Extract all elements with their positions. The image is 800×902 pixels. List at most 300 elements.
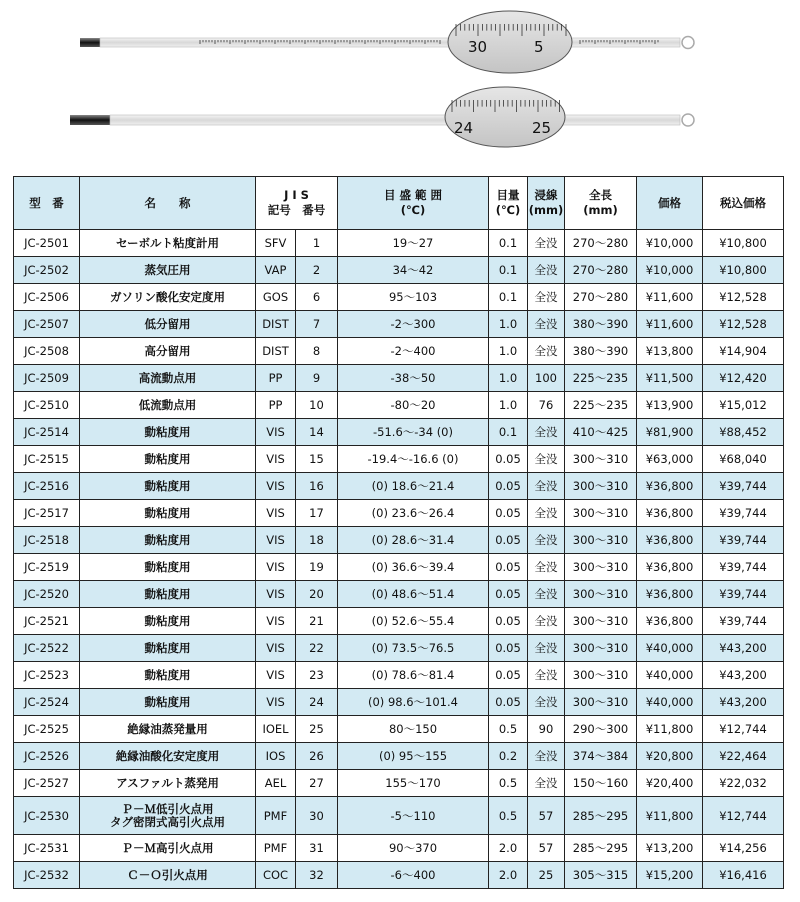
cell-tax-price: ¥12,744 (703, 797, 784, 835)
cell-name-line: 動粘度用 (144, 560, 191, 574)
cell-price: ¥20,800 (637, 743, 703, 770)
cell-price: ¥36,800 (637, 581, 703, 608)
table-row (14, 230, 784, 257)
cell-price: ¥20,400 (637, 770, 703, 797)
cell-range: (0) 78.6～81.4 (338, 662, 489, 689)
cell-jis-number: 21 (296, 608, 338, 635)
header-model: 型 番 (14, 177, 80, 230)
cell-tax-price: ¥43,200 (703, 689, 784, 716)
cell-model: JC-2530 (14, 797, 80, 835)
cell-immersion: 全没 (528, 257, 565, 284)
cell-division: 1.0 (489, 392, 528, 419)
cell-immersion: 全没 (528, 446, 565, 473)
cell-tax-price: ¥39,744 (703, 473, 784, 500)
cell-length: 225～235 (565, 392, 637, 419)
cell-name (80, 770, 256, 797)
cell-name (80, 230, 256, 257)
cell-range: -51.6～-34 (0) (338, 419, 489, 446)
table-row (14, 797, 784, 835)
cell-jis-symbol: DIST (256, 311, 296, 338)
cell-immersion: 100 (528, 365, 565, 392)
cell-tax-price: ¥43,200 (703, 635, 784, 662)
cell-immersion: 全没 (528, 311, 565, 338)
cell-jis-number: 2 (296, 257, 338, 284)
header-price: 価格 (637, 177, 703, 230)
table-header-row (14, 177, 784, 230)
cell-tax-price: ¥12,528 (703, 284, 784, 311)
cell-division: 0.1 (489, 230, 528, 257)
header-length-bottom: (mm) (583, 203, 618, 217)
cell-name (80, 419, 256, 446)
cell-model: JC-2519 (14, 554, 80, 581)
cell-name (80, 365, 256, 392)
header-jis-bottom: 記号 番号 (267, 203, 326, 217)
cell-price: ¥36,800 (637, 500, 703, 527)
cell-price: ¥13,800 (637, 338, 703, 365)
cell-name-line: Ｐ－Ｍ低引火点用 (121, 801, 214, 816)
cell-immersion: 全没 (528, 230, 565, 257)
cell-division: 0.5 (489, 770, 528, 797)
cell-jis-number: 32 (296, 862, 338, 889)
magnifier-top (448, 11, 572, 73)
cell-jis-number: 25 (296, 716, 338, 743)
cell-length: 300～310 (565, 662, 637, 689)
table-row (14, 689, 784, 716)
cell-length: 410～425 (565, 419, 637, 446)
cell-name (80, 527, 256, 554)
thermometer-stem-top (100, 38, 680, 47)
cell-name-line: 動粘度用 (144, 587, 191, 601)
cell-price: ¥36,800 (637, 608, 703, 635)
cell-tax-price: ¥39,744 (703, 581, 784, 608)
cell-length: 150～160 (565, 770, 637, 797)
cell-tax-price: ¥10,800 (703, 230, 784, 257)
cell-jis-symbol: IOS (256, 743, 296, 770)
cell-division: 2.0 (489, 862, 528, 889)
cell-name-line: アスファルト蒸発用 (116, 776, 219, 790)
cell-division: 0.05 (489, 527, 528, 554)
cell-length: 380～390 (565, 311, 637, 338)
cell-model: JC-2524 (14, 689, 80, 716)
cell-range: (0) 95～155 (338, 743, 489, 770)
cell-length: 374～384 (565, 743, 637, 770)
header-range-top: 目 盛 範 囲 (383, 188, 442, 202)
cell-division: 0.5 (489, 797, 528, 835)
cell-jis-number: 24 (296, 689, 338, 716)
table-row (14, 635, 784, 662)
header-range (338, 177, 489, 230)
thermometer-illustration (0, 0, 800, 174)
table-row (14, 770, 784, 797)
cell-jis-symbol: IOEL (256, 716, 296, 743)
cell-immersion: 全没 (528, 662, 565, 689)
cell-name (80, 473, 256, 500)
cell-jis-symbol: VIS (256, 635, 296, 662)
cell-immersion: 全没 (528, 473, 565, 500)
cell-jis-symbol: VIS (256, 473, 296, 500)
cell-range: -38～50 (338, 365, 489, 392)
cell-division: 0.1 (489, 419, 528, 446)
cell-name (80, 284, 256, 311)
cell-length: 300～310 (565, 581, 637, 608)
header-jis-top: J I S (284, 188, 309, 202)
cell-range: -19.4～-16.6 (0) (338, 446, 489, 473)
cell-division: 1.0 (489, 338, 528, 365)
header-length (565, 177, 637, 230)
cell-jis-symbol: VIS (256, 500, 296, 527)
cell-model: JC-2510 (14, 392, 80, 419)
table-row (14, 662, 784, 689)
magnifier-bottom (445, 87, 565, 147)
cell-model: JC-2509 (14, 365, 80, 392)
cell-tax-price: ¥68,040 (703, 446, 784, 473)
cell-division: 0.05 (489, 473, 528, 500)
cell-tax-price: ¥12,744 (703, 716, 784, 743)
cell-model: JC-2515 (14, 446, 80, 473)
cell-tax-price: ¥14,256 (703, 835, 784, 862)
cell-tax-price: ¥15,012 (703, 392, 784, 419)
cell-range: (0) 48.6～51.4 (338, 581, 489, 608)
cell-range: (0) 23.6～26.4 (338, 500, 489, 527)
cell-price: ¥11,800 (637, 797, 703, 835)
cell-tax-price: ¥39,744 (703, 527, 784, 554)
table-row (14, 311, 784, 338)
cell-immersion: 全没 (528, 554, 565, 581)
cell-price: ¥10,000 (637, 230, 703, 257)
cell-range: (0) 73.5～76.5 (338, 635, 489, 662)
cell-price: ¥36,800 (637, 473, 703, 500)
cell-model: JC-2523 (14, 662, 80, 689)
cell-name-line: 動粘度用 (144, 668, 191, 682)
cell-jis-symbol: VIS (256, 608, 296, 635)
table-row (14, 527, 784, 554)
zoom-label-top-right: 5 (534, 38, 544, 56)
cell-tax-price: ¥10,800 (703, 257, 784, 284)
cell-name-line: 高分留用 (144, 344, 191, 358)
cell-jis-number: 7 (296, 311, 338, 338)
cell-model: JC-2531 (14, 835, 80, 862)
cell-name-line: 動粘度用 (144, 614, 191, 628)
cell-jis-symbol: PP (256, 365, 296, 392)
cell-jis-number: 19 (296, 554, 338, 581)
cell-name (80, 608, 256, 635)
cell-name-line: 動粘度用 (144, 641, 191, 655)
table-row (14, 338, 784, 365)
cell-range: (0) 28.6～31.4 (338, 527, 489, 554)
cell-range: 95～103 (338, 284, 489, 311)
cell-name-line: 絶縁油蒸発量用 (127, 722, 208, 736)
cell-name (80, 338, 256, 365)
cell-price: ¥63,000 (637, 446, 703, 473)
cell-division: 1.0 (489, 311, 528, 338)
cell-immersion: 全没 (528, 743, 565, 770)
thermometer-images (0, 0, 800, 174)
cell-name-line: 動粘度用 (144, 452, 191, 466)
cell-model: JC-2522 (14, 635, 80, 662)
cell-jis-number: 20 (296, 581, 338, 608)
cell-division: 0.05 (489, 689, 528, 716)
zoom-label-bottom-right: 25 (532, 119, 552, 137)
header-division-bottom: (℃) (495, 203, 521, 217)
cell-division: 0.1 (489, 257, 528, 284)
header-tax-price: 税込価格 (703, 177, 784, 230)
cell-range: (0) 52.6～55.4 (338, 608, 489, 635)
cell-jis-number: 16 (296, 473, 338, 500)
cell-name (80, 716, 256, 743)
cell-name (80, 500, 256, 527)
cell-range: 34～42 (338, 257, 489, 284)
cell-price: ¥40,000 (637, 635, 703, 662)
cell-price: ¥11,500 (637, 365, 703, 392)
cell-jis-number: 23 (296, 662, 338, 689)
table-row (14, 257, 784, 284)
cell-length: 300～310 (565, 473, 637, 500)
cell-price: ¥81,900 (637, 419, 703, 446)
cell-jis-number: 27 (296, 770, 338, 797)
cell-range: 19～27 (338, 230, 489, 257)
cell-immersion: 全没 (528, 527, 565, 554)
header-jis (256, 177, 338, 230)
cell-tax-price: ¥22,464 (703, 743, 784, 770)
cell-immersion: 57 (528, 797, 565, 835)
cell-name (80, 554, 256, 581)
cell-jis-number: 22 (296, 635, 338, 662)
cell-jis-symbol: SFV (256, 230, 296, 257)
cell-tax-price: ¥39,744 (703, 608, 784, 635)
cell-model: JC-2525 (14, 716, 80, 743)
zoom-label-bottom-left: 24 (454, 119, 474, 137)
cell-range: 155～170 (338, 770, 489, 797)
cell-range: -6～400 (338, 862, 489, 889)
cell-name (80, 635, 256, 662)
cell-price: ¥36,800 (637, 554, 703, 581)
cell-length: 270～280 (565, 230, 637, 257)
cell-name (80, 743, 256, 770)
cell-name (80, 257, 256, 284)
cell-division: 1.0 (489, 365, 528, 392)
cell-jis-symbol: VIS (256, 527, 296, 554)
table-row (14, 446, 784, 473)
header-name: 名 称 (80, 177, 256, 230)
cell-range: -5～110 (338, 797, 489, 835)
cell-jis-number: 17 (296, 500, 338, 527)
cell-tax-price: ¥22,032 (703, 770, 784, 797)
cell-model: JC-2508 (14, 338, 80, 365)
cell-division: 0.05 (489, 500, 528, 527)
cell-model: JC-2517 (14, 500, 80, 527)
cell-length: 380～390 (565, 338, 637, 365)
cell-jis-number: 30 (296, 797, 338, 835)
cell-range: (0) 36.6～39.4 (338, 554, 489, 581)
cell-length: 270～280 (565, 257, 637, 284)
cell-name-line: タグ密閉式高引火点用 (110, 814, 225, 829)
cell-length: 270～280 (565, 284, 637, 311)
table-row (14, 608, 784, 635)
cell-jis-symbol: AEL (256, 770, 296, 797)
cell-jis-symbol: PMF (256, 835, 296, 862)
cell-range: (0) 18.6～21.4 (338, 473, 489, 500)
cell-immersion: 全没 (528, 581, 565, 608)
cell-length: 300～310 (565, 500, 637, 527)
cell-length: 300～310 (565, 446, 637, 473)
cell-tax-price: ¥16,416 (703, 862, 784, 889)
cell-model: JC-2527 (14, 770, 80, 797)
cell-name (80, 662, 256, 689)
cell-division: 0.05 (489, 554, 528, 581)
cell-immersion: 57 (528, 835, 565, 862)
thermometer-bulb-bottom (70, 115, 110, 125)
cell-tax-price: ¥43,200 (703, 662, 784, 689)
cell-division: 0.5 (489, 716, 528, 743)
cell-division: 0.1 (489, 284, 528, 311)
table-row (14, 365, 784, 392)
header-immersion-top: 浸線 (534, 188, 558, 202)
cell-jis-number: 31 (296, 835, 338, 862)
cell-immersion: 全没 (528, 419, 565, 446)
cell-name (80, 862, 256, 889)
header-immersion (528, 177, 565, 230)
cell-model: JC-2532 (14, 862, 80, 889)
cell-jis-symbol: PP (256, 392, 296, 419)
cell-name-line: 動粘度用 (144, 425, 191, 439)
cell-tax-price: ¥14,904 (703, 338, 784, 365)
cell-range: -80～20 (338, 392, 489, 419)
table-row (14, 554, 784, 581)
cell-model: JC-2516 (14, 473, 80, 500)
cell-jis-symbol: VIS (256, 554, 296, 581)
cell-name-line: 動粘度用 (144, 533, 191, 547)
cell-name-line: Ｐ－Ｍ高引火点用 (121, 841, 214, 855)
cell-name (80, 392, 256, 419)
cell-price: ¥11,600 (637, 284, 703, 311)
cell-name-line: 動粘度用 (144, 695, 191, 709)
cell-name (80, 311, 256, 338)
cell-division: 0.05 (489, 662, 528, 689)
cell-length: 225～235 (565, 365, 637, 392)
cell-jis-number: 26 (296, 743, 338, 770)
cell-jis-number: 14 (296, 419, 338, 446)
cell-price: ¥40,000 (637, 689, 703, 716)
header-division (489, 177, 528, 230)
cell-immersion: 76 (528, 392, 565, 419)
cell-jis-number: 15 (296, 446, 338, 473)
cell-jis-symbol: VIS (256, 689, 296, 716)
cell-division: 0.2 (489, 743, 528, 770)
cell-model: JC-2521 (14, 608, 80, 635)
cell-immersion: 全没 (528, 284, 565, 311)
cell-model: JC-2506 (14, 284, 80, 311)
cell-jis-symbol: GOS (256, 284, 296, 311)
cell-length: 290～300 (565, 716, 637, 743)
cell-jis-symbol: DIST (256, 338, 296, 365)
cell-price: ¥40,000 (637, 662, 703, 689)
header-length-top: 全長 (589, 188, 612, 202)
cell-immersion: 全没 (528, 500, 565, 527)
cell-immersion: 全没 (528, 608, 565, 635)
cell-name-line: 蒸気圧用 (144, 263, 191, 277)
cell-length: 300～310 (565, 527, 637, 554)
table-row (14, 743, 784, 770)
thermometer-bottom (70, 87, 694, 147)
cell-name-line: 絶縁油酸化安定度用 (115, 749, 220, 763)
cell-length: 300～310 (565, 635, 637, 662)
cell-model: JC-2502 (14, 257, 80, 284)
cell-name-line: Ｃ－Ｏ引火点用 (127, 868, 208, 882)
cell-price: ¥13,900 (637, 392, 703, 419)
cell-name (80, 446, 256, 473)
cell-price: ¥11,600 (637, 311, 703, 338)
table-row (14, 419, 784, 446)
cell-jis-number: 8 (296, 338, 338, 365)
cell-range: -2～300 (338, 311, 489, 338)
cell-jis-number: 18 (296, 527, 338, 554)
cell-tax-price: ¥12,528 (703, 311, 784, 338)
cell-length: 300～310 (565, 689, 637, 716)
cell-model: JC-2520 (14, 581, 80, 608)
cell-immersion: 25 (528, 862, 565, 889)
cell-name (80, 689, 256, 716)
cell-jis-number: 10 (296, 392, 338, 419)
cell-jis-symbol: VIS (256, 662, 296, 689)
thermometer-ring-top (682, 37, 694, 49)
cell-division: 2.0 (489, 835, 528, 862)
cell-name-line: ガソリン酸化安定度用 (110, 290, 225, 304)
table-row (14, 862, 784, 889)
table-row (14, 716, 784, 743)
header-range-bottom: (℃) (400, 203, 426, 217)
cell-immersion: 全没 (528, 338, 565, 365)
header-immersion-bottom: (mm) (528, 203, 564, 217)
cell-division: 0.05 (489, 635, 528, 662)
cell-model: JC-2501 (14, 230, 80, 257)
table-row (14, 473, 784, 500)
cell-model: JC-2514 (14, 419, 80, 446)
cell-name-line: 高流動点用 (138, 371, 197, 385)
cell-jis-number: 9 (296, 365, 338, 392)
zoom-label-top-left: 30 (468, 38, 488, 56)
thermometer-top (80, 11, 694, 73)
cell-name (80, 581, 256, 608)
cell-name-line: 動粘度用 (144, 506, 191, 520)
cell-name-line: 動粘度用 (144, 479, 191, 493)
cell-immersion: 全没 (528, 689, 565, 716)
cell-immersion: 全没 (528, 635, 565, 662)
cell-range: 90～370 (338, 835, 489, 862)
cell-length: 305～315 (565, 862, 637, 889)
cell-price: ¥10,000 (637, 257, 703, 284)
cell-price: ¥13,200 (637, 835, 703, 862)
cell-jis-symbol: PMF (256, 797, 296, 835)
header-division-top: 目量 (496, 188, 520, 202)
cell-jis-symbol: VAP (256, 257, 296, 284)
cell-jis-number: 1 (296, 230, 338, 257)
table-row (14, 835, 784, 862)
cell-length: 300～310 (565, 554, 637, 581)
cell-jis-symbol: VIS (256, 581, 296, 608)
thermometer-stem-bottom (110, 115, 680, 125)
cell-price: ¥15,200 (637, 862, 703, 889)
cell-name-line: 低分留用 (144, 317, 191, 331)
cell-model: JC-2507 (14, 311, 80, 338)
cell-division: 0.05 (489, 446, 528, 473)
cell-name-line: 低流動点用 (138, 398, 197, 412)
cell-model: JC-2518 (14, 527, 80, 554)
cell-jis-number: 6 (296, 284, 338, 311)
thermometer-bulb-top (80, 38, 100, 47)
cell-immersion: 90 (528, 716, 565, 743)
cell-tax-price: ¥88,452 (703, 419, 784, 446)
cell-tax-price: ¥39,744 (703, 500, 784, 527)
